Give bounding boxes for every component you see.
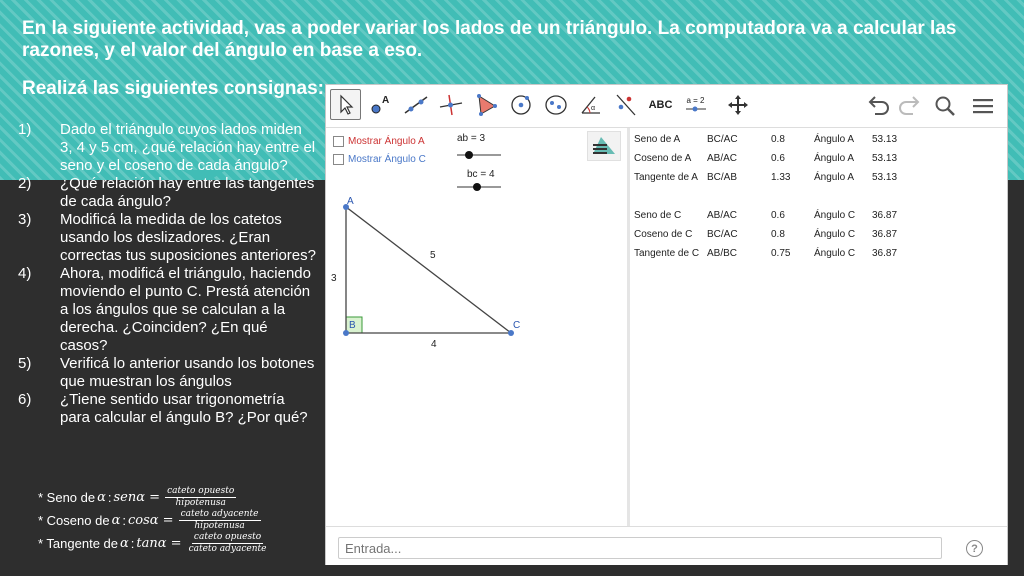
formula-denominator: hipotenusa [175,498,226,508]
task-text: ¿Tiene sentido usar trigonometría para calcular el ángulo B? ¿Por qué? [60,391,308,426]
algebra-deg: 53.13 [872,134,898,145]
algebra-ratio: BC/AB [707,172,738,183]
formula-fraction [179,509,261,532]
task-item [18,391,318,427]
task-text: Ahora, modificá el triángulo, haciendo moviendo el punto C. Prestá atención a los ángulos que se calculan a la derecha. ¿Coinciden? ¿En qué casos? [60,265,311,354]
slide-subtitle: Realizá las siguientes consignas: [22,78,324,99]
input-bar [326,526,1007,565]
algebra-angle: Ángulo C [814,229,856,240]
slider-tool-label: a = 2 [686,96,705,105]
task-item [18,121,318,175]
polygon-tool-icon[interactable] [470,89,501,120]
algebra-deg: 36.87 [872,248,898,259]
task-list [18,121,318,427]
formula-block [38,486,269,555]
task-number: 4) [18,265,32,282]
formula-label: * Tangente de [38,536,118,551]
algebra-value: 0.75 [771,248,791,259]
slider-bc-label: bc = 4 [467,169,495,180]
formula-cosine [38,509,269,532]
slider-ab-label: ab = 3 [457,133,486,144]
slider-tool-icon[interactable] [680,89,711,120]
point-b-label: B [349,320,356,331]
formula-alpha: α [111,513,121,528]
algebra-ratio: AB/BC [707,248,738,259]
algebra-ratio: AB/AC [707,210,738,221]
algebra-deg: 53.13 [872,172,898,183]
task-text: Modificá la medida de los catetos usando los deslizadores. ¿Eran correctas tus suposiciones anteriores? [60,211,316,264]
formula-alpha: α [97,490,106,505]
algebra-value: 0.6 [771,210,785,221]
help-icon[interactable]: ? [966,540,983,557]
task-number: 3) [18,211,32,228]
task-text: Dado el triángulo cuyos lados miden 3, 4 y 5 cm, ¿qué relación hay entre el seno y el coseno de cada ángulo? [60,121,316,174]
formula-label: * Seno de [38,490,96,505]
task-item [18,265,318,355]
style-bar-icon [591,135,617,157]
formula-fraction [187,532,269,555]
formula-numerator: cateto adyacente [180,509,259,519]
text-tool-icon[interactable] [645,89,676,120]
formula-lhs: tanα = [136,536,182,551]
formula-numerator: cateto opuesto [167,486,235,496]
algebra-ratio: BC/AC [707,229,738,240]
task-text: ¿Qué relación hay entre las tangentes de cada ángulo? [60,175,315,210]
svg-text:α: α [590,104,595,112]
formula-sep: : [122,513,126,528]
algebra-angle: Ángulo C [814,210,856,221]
formula-label: * Coseno de [38,513,110,528]
formula-alpha: α [120,536,129,551]
checkbox-label: Mostrar Ángulo A [348,136,425,147]
algebra-deg: 53.13 [872,153,898,164]
formula-fraction [165,486,236,509]
graphics-view[interactable] [326,128,629,526]
task-number: 5) [18,355,32,372]
side-bc-label: 4 [431,339,437,350]
task-text: Verificá lo anterior usando los botones que muestran los ángulos [60,355,315,390]
formula-tangent [38,532,269,555]
task-item [18,175,318,211]
reflect-tool-icon[interactable] [610,89,641,120]
algebra-view [630,128,1007,526]
move-view-tool-icon[interactable] [722,89,753,120]
algebra-value: 1.33 [771,172,791,183]
formula-lhs: senα = [113,490,161,505]
circle-tool-icon[interactable] [505,89,536,120]
angle-tool-icon[interactable] [575,89,606,120]
search-icon[interactable] [930,91,960,121]
formula-denominator: hipotenusa [194,521,245,531]
algebra-row[interactable] [630,151,1007,167]
algebra-angle: Ángulo C [814,248,856,259]
triangle-shape [346,207,511,333]
point-c-label: C [513,320,521,331]
triangle-drawing [326,128,626,526]
algebra-row[interactable] [630,208,1007,224]
move-tool-icon[interactable] [330,89,361,120]
text-tool-label: ABC [648,98,673,111]
formula-denominator: cateto adyacente [188,544,267,554]
svg-text:A: A [381,94,389,106]
algebra-row[interactable] [630,132,1007,148]
task-number: 6) [18,391,32,408]
algebra-value: 0.8 [771,229,785,240]
algebra-deg: 36.87 [872,210,898,221]
task-number: 1) [18,121,32,138]
point-a-label: A [347,196,354,207]
algebra-ratio: BC/AC [707,134,738,145]
toolbar [326,85,1007,128]
algebra-value: 0.8 [771,134,785,145]
point-tool-icon[interactable] [365,89,396,120]
task-item [18,211,318,265]
algebra-name: Tangente de C [634,248,700,259]
algebra-row[interactable] [630,227,1007,243]
side-ac-label: 5 [430,250,436,261]
algebra-row[interactable] [630,246,1007,262]
algebra-name: Tangente de A [634,172,698,183]
redo-icon[interactable] [894,91,924,121]
task-item [18,355,318,391]
ellipse-tool-icon[interactable] [540,89,571,120]
task-number: 2) [18,175,32,192]
formula-sep: : [130,536,135,551]
formula-sine [38,486,269,509]
input-field[interactable] [338,537,942,559]
algebra-name: Coseno de A [634,153,692,164]
checkbox-label: Mostrar Ángulo C [348,154,426,165]
algebra-angle: Ángulo A [814,134,855,145]
slide-title: En la siguiente actividad, vas a poder variar los lados de un triángulo. La computadora va a calcular las razones, y el valor del ángulo en base a eso. [22,18,957,61]
geogebra-applet [325,84,1008,565]
algebra-name: Coseno de C [634,229,693,240]
algebra-row[interactable] [630,170,1007,186]
formula-sep: : [107,490,112,505]
perpendicular-tool-icon[interactable] [435,89,466,120]
formula-lhs: cosα = [127,513,174,528]
algebra-deg: 36.87 [872,229,898,240]
menu-icon[interactable] [968,91,998,121]
style-bar-toggle[interactable] [587,131,621,161]
algebra-angle: Ángulo A [814,153,855,164]
algebra-angle: Ángulo A [814,172,855,183]
line-tool-icon[interactable] [400,89,431,120]
algebra-value: 0.6 [771,153,785,164]
side-ab-label: 3 [331,273,337,284]
algebra-name: Seno de C [634,210,682,221]
undo-icon[interactable] [864,91,894,121]
formula-numerator: cateto opuesto [193,532,262,542]
algebra-ratio: AB/AC [707,153,738,164]
algebra-name: Seno de A [634,134,681,145]
